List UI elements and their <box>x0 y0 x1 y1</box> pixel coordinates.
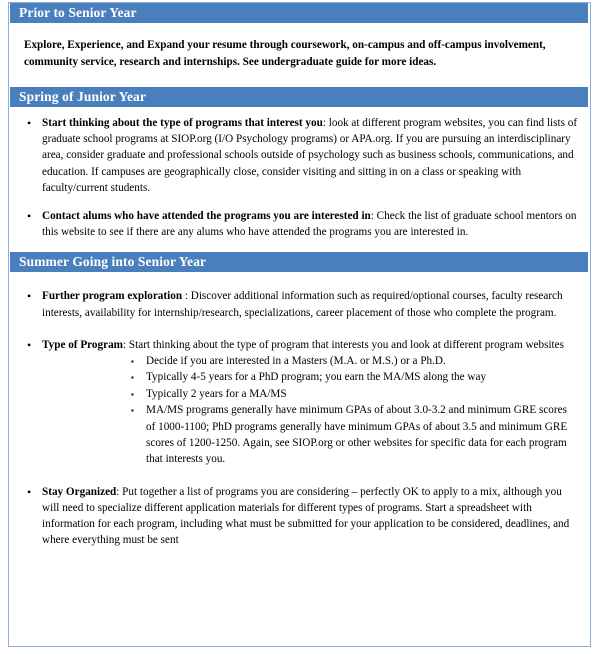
list-item <box>14 337 584 353</box>
sub-bullet-square-icon: ▪ <box>131 373 134 383</box>
bullet-body-text: : Check the list of graduate school mentors on this website to see if there are any alums who have attended the programs you are interested in. <box>42 210 577 239</box>
bullet-dot-icon: • <box>27 209 32 224</box>
section-body-prior-to-senior-year <box>10 23 590 82</box>
sub-bullet-text: Typically 2 years for a MA/MS <box>146 387 287 400</box>
bullet-body-text: : Start thinking about the type of program that interests you and look at different program websites <box>123 338 564 351</box>
list-item <box>14 288 584 320</box>
section-body-spring-of-junior-year <box>10 107 590 252</box>
intro-paragraph: Explore, Experience, and Expand your resume through coursework, on-campus and off-campus involvement, community service, research and internships. See undergraduate guide for more ideas. <box>24 39 546 68</box>
bullet-dot-icon: • <box>27 289 32 304</box>
bullet-body-text: : Put together a list of programs you are considering – perfectly OK to apply to a mix, although you will need to specialize different application materials for different types of programs. Start a spreadsheet with information for each program, including what must be submitted for your application to be considered, deadlines, and where everything must be sent <box>42 485 570 547</box>
list-item <box>14 208 584 240</box>
list-item <box>14 386 584 402</box>
bullet-body-text: : Discover additional information such as required/optional courses, faculty research interests, availability for internship/research, specializations, career placement of those who complete the program. <box>42 290 563 319</box>
list-item <box>14 402 584 468</box>
bullet-lead-text: Type of Program <box>42 338 123 351</box>
spacer <box>14 321 584 337</box>
document-content <box>10 3 590 549</box>
bullet-lead-text: Contact alums who have attended the programs you are interested in <box>42 210 371 223</box>
spacer <box>14 468 584 484</box>
sub-bullet-text: Decide if you are interested in a Masters (M.A. or M.S.) or a Ph.D. <box>146 355 446 368</box>
section-body-summer-going-into-senior-year <box>10 272 590 548</box>
bullet-dot-icon: • <box>27 337 32 352</box>
sub-bullet-text: MA/MS programs generally have minimum GPAs of about 3.0-3.2 and minimum GRE scores of 1000-1100; PhD programs generally have minimum GPAs of about 3.5 and minimum GRE scores of 1200-1250. Again, see SIOP.org or other websites for specific data for each program that interests you. <box>146 404 568 466</box>
list-item <box>14 353 584 369</box>
sub-bullet-square-icon: ▪ <box>131 389 134 399</box>
bullet-dot-icon: • <box>27 484 32 499</box>
sub-bullet-text: Typically 4-5 years for a PhD program; you earn the MA/MS along the way <box>146 371 487 384</box>
spacer <box>14 240 584 252</box>
list-item <box>14 115 584 196</box>
spacer <box>14 196 584 208</box>
bullet-list-spring <box>14 115 584 240</box>
sub-bullet-square-icon: ▪ <box>131 406 134 416</box>
sub-bullet-list-type-of-program <box>14 353 584 468</box>
section-header-prior-to-senior-year: Prior to Senior Year <box>10 3 588 23</box>
bullet-body-text: : look at different program websites, you can find lists of graduate school programs at SIOP.org (I/O Psychology programs) or APA.org. If you are pursuing an interdisciplinary area, consider graduate and professional schools outside of psychology such as business schools, communications, and education. If campuses are geographically close, consider visiting and sitting in on a class or speaking with faculty/current students. <box>42 117 578 194</box>
section-header-spring-of-junior-year: Spring of Junior Year <box>10 87 588 107</box>
list-item <box>14 484 584 549</box>
bullet-dot-icon: • <box>27 116 32 130</box>
bullet-list-summer <box>14 288 584 548</box>
spacer <box>14 272 584 288</box>
sub-bullet-square-icon: ▪ <box>131 357 134 367</box>
spacer <box>14 107 584 115</box>
bullet-lead-text: Further program exploration <box>42 290 183 303</box>
section-header-summer-going-into-senior-year: Summer Going into Senior Year <box>10 252 588 272</box>
bullet-lead-text: Stay Organized <box>42 485 117 498</box>
list-item <box>14 369 584 385</box>
bullet-lead-text: Start thinking about the type of programs that interest you <box>42 117 323 129</box>
